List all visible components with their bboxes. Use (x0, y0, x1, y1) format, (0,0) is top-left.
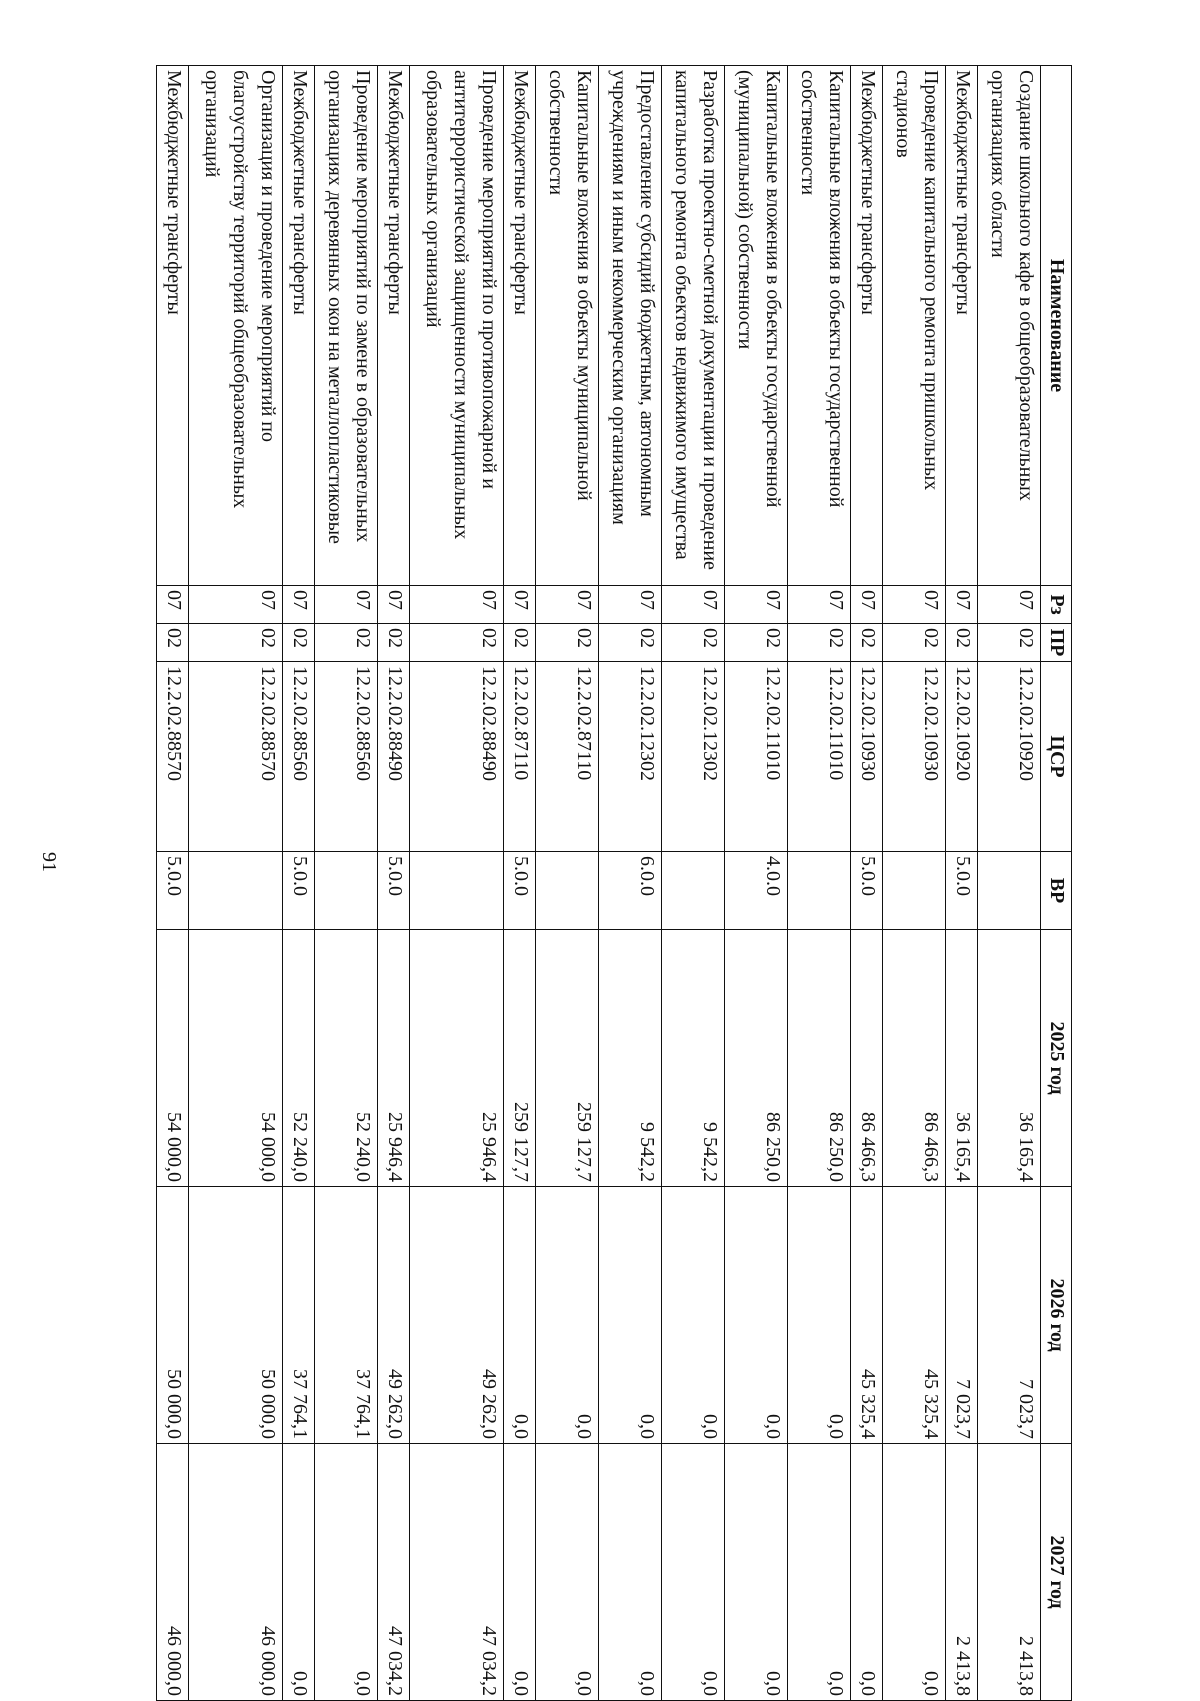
cell-rz: 07 (978, 586, 1041, 624)
cell-2026: 49 262,0 (378, 1187, 410, 1444)
cell-2026: 0,0 (725, 1187, 788, 1444)
cell-csr: 12.2.02.88560 (283, 662, 315, 852)
cell-pr: 02 (410, 624, 504, 662)
cell-2027: 0,0 (787, 1444, 850, 1701)
cell-pr: 02 (315, 624, 378, 662)
cell-csr: 12.2.02.88570 (157, 662, 189, 852)
cell-pr: 02 (599, 624, 662, 662)
cell-rz: 07 (787, 586, 850, 624)
cell-vr: 6.0.0 (599, 852, 662, 930)
cell-2026: 0,0 (504, 1187, 536, 1444)
cell-name: Капитальные вложения в объекты государственной собственности (787, 66, 850, 586)
table-body (157, 66, 1041, 1701)
cell-name: Проведение капитального ремонта пришкольных стадионов (883, 66, 946, 586)
cell-rz: 07 (599, 586, 662, 624)
cell-2026: 49 262,0 (410, 1187, 504, 1444)
cell-2025: 86 466,3 (850, 930, 882, 1187)
cell-2025: 9 542,2 (599, 930, 662, 1187)
cell-csr: 12.2.02.11010 (787, 662, 850, 852)
cell-csr: 12.2.02.10920 (945, 662, 977, 852)
cell-rz: 07 (315, 586, 378, 624)
cell-2025: 25 946,4 (410, 930, 504, 1187)
budget-table (156, 65, 1072, 1701)
cell-2027: 0,0 (662, 1444, 725, 1701)
header-rz: Рз (1041, 586, 1072, 624)
cell-2026: 45 325,4 (850, 1187, 882, 1444)
cell-2026: 0,0 (599, 1187, 662, 1444)
cell-2025: 86 250,0 (725, 930, 788, 1187)
header-pr: ПР (1041, 624, 1072, 662)
cell-2026: 37 764,1 (315, 1187, 378, 1444)
table-row (410, 66, 504, 1701)
cell-vr (883, 852, 946, 930)
cell-pr: 02 (504, 624, 536, 662)
table-row (883, 66, 946, 1701)
cell-name: Капитальные вложения в объекты муниципальной собственности (536, 66, 599, 586)
cell-pr: 02 (978, 624, 1041, 662)
cell-name: Межбюджетные трансферты (945, 66, 977, 586)
cell-rz: 07 (504, 586, 536, 624)
header-2025: 2025 год (1041, 930, 1072, 1187)
cell-csr: 12.2.02.10930 (850, 662, 882, 852)
cell-vr: 5.0.0 (378, 852, 410, 930)
cell-name: Проведение мероприятий по замене в образовательных организациях деревянных окон на металлопластиковые (315, 66, 378, 586)
cell-vr: 5.0.0 (283, 852, 315, 930)
cell-2027: 2 413,8 (945, 1444, 977, 1701)
cell-2025: 25 946,4 (378, 930, 410, 1187)
cell-rz: 07 (189, 586, 283, 624)
cell-vr: 5.0.0 (157, 852, 189, 930)
table-row (504, 66, 536, 1701)
cell-2027: 47 034,2 (410, 1444, 504, 1701)
cell-name: Организация и проведение мероприятий по благоустройству территорий общеобразовательных организаций (189, 66, 283, 586)
cell-2026: 0,0 (662, 1187, 725, 1444)
cell-vr: 4.0.0 (725, 852, 788, 930)
cell-vr (410, 852, 504, 930)
cell-2026: 50 000,0 (189, 1187, 283, 1444)
header-name: Наименование (1041, 66, 1072, 586)
table-row (978, 66, 1041, 1701)
cell-csr: 12.2.02.11010 (725, 662, 788, 852)
table-header-row (1041, 66, 1072, 1701)
table-row (787, 66, 850, 1701)
cell-2027: 46 000,0 (189, 1444, 283, 1701)
cell-vr: 5.0.0 (945, 852, 977, 930)
cell-name: Создание школьного кафе в общеобразовательных организациях области (978, 66, 1041, 586)
cell-csr: 12.2.02.10920 (978, 662, 1041, 852)
cell-2027: 0,0 (315, 1444, 378, 1701)
cell-pr: 02 (662, 624, 725, 662)
cell-csr: 12.2.02.88490 (410, 662, 504, 852)
cell-rz: 07 (945, 586, 977, 624)
cell-rz: 07 (157, 586, 189, 624)
table-row (157, 66, 189, 1701)
cell-2027: 0,0 (883, 1444, 946, 1701)
cell-2025: 36 165,4 (945, 930, 977, 1187)
table-row (725, 66, 788, 1701)
cell-vr: 5.0.0 (850, 852, 882, 930)
cell-2027: 0,0 (725, 1444, 788, 1701)
rotated-table-container (156, 65, 1072, 1696)
cell-2026: 0,0 (536, 1187, 599, 1444)
cell-pr: 02 (536, 624, 599, 662)
cell-csr: 12.2.02.88560 (315, 662, 378, 852)
cell-2026: 50 000,0 (157, 1187, 189, 1444)
cell-rz: 07 (283, 586, 315, 624)
cell-vr: 5.0.0 (504, 852, 536, 930)
header-vr: ВР (1041, 852, 1072, 930)
cell-pr: 02 (283, 624, 315, 662)
cell-2026: 7 023,7 (978, 1187, 1041, 1444)
cell-2027: 0,0 (504, 1444, 536, 1701)
cell-vr (189, 852, 283, 930)
cell-2027: 0,0 (850, 1444, 882, 1701)
page-number: 91 (38, 852, 60, 872)
table-row (378, 66, 410, 1701)
cell-pr: 02 (787, 624, 850, 662)
table-row (850, 66, 882, 1701)
cell-rz: 07 (883, 586, 946, 624)
cell-csr: 12.2.02.12302 (599, 662, 662, 852)
cell-2027: 0,0 (599, 1444, 662, 1701)
cell-rz: 07 (536, 586, 599, 624)
cell-pr: 02 (378, 624, 410, 662)
cell-vr (662, 852, 725, 930)
cell-rz: 07 (662, 586, 725, 624)
table-row (189, 66, 283, 1701)
table-row (283, 66, 315, 1701)
table-row (945, 66, 977, 1701)
cell-pr: 02 (850, 624, 882, 662)
cell-2025: 36 165,4 (978, 930, 1041, 1187)
cell-csr: 12.2.02.87110 (504, 662, 536, 852)
cell-2025: 52 240,0 (283, 930, 315, 1187)
cell-vr (536, 852, 599, 930)
cell-csr: 12.2.02.88570 (189, 662, 283, 852)
header-2026: 2026 год (1041, 1187, 1072, 1444)
header-2027: 2027 год (1041, 1444, 1072, 1701)
cell-2025: 54 000,0 (157, 930, 189, 1187)
table-row (662, 66, 725, 1701)
cell-csr: 12.2.02.10930 (883, 662, 946, 852)
cell-2026: 37 764,1 (283, 1187, 315, 1444)
cell-pr: 02 (945, 624, 977, 662)
cell-2026: 0,0 (787, 1187, 850, 1444)
cell-rz: 07 (850, 586, 882, 624)
cell-rz: 07 (725, 586, 788, 624)
cell-name: Проведение мероприятий по противопожарной и антитеррористической защищенности муниципальных образовательных организаций (410, 66, 504, 586)
cell-2025: 259 127,7 (536, 930, 599, 1187)
cell-name: Предоставление субсидий бюджетным, автономным учреждениям и иным некоммерческим организациям (599, 66, 662, 586)
table-row (599, 66, 662, 1701)
cell-rz: 07 (410, 586, 504, 624)
cell-rz: 07 (378, 586, 410, 624)
header-csr: ЦСР (1041, 662, 1072, 852)
cell-name: Межбюджетные трансферты (157, 66, 189, 586)
cell-2027: 46 000,0 (157, 1444, 189, 1701)
cell-2027: 2 413,8 (978, 1444, 1041, 1701)
cell-2026: 45 325,4 (883, 1187, 946, 1444)
cell-pr: 02 (725, 624, 788, 662)
cell-2025: 86 466,3 (883, 930, 946, 1187)
cell-2027: 47 034,2 (378, 1444, 410, 1701)
cell-pr: 02 (157, 624, 189, 662)
table-row (315, 66, 378, 1701)
cell-vr (315, 852, 378, 930)
cell-pr: 02 (189, 624, 283, 662)
cell-2025: 52 240,0 (315, 930, 378, 1187)
cell-name: Межбюджетные трансферты (850, 66, 882, 586)
cell-2027: 0,0 (283, 1444, 315, 1701)
table-row (536, 66, 599, 1701)
cell-2025: 54 000,0 (189, 930, 283, 1187)
cell-csr: 12.2.02.87110 (536, 662, 599, 852)
cell-2026: 7 023,7 (945, 1187, 977, 1444)
cell-name: Межбюджетные трансферты (504, 66, 536, 586)
cell-pr: 02 (883, 624, 946, 662)
cell-2025: 86 250,0 (787, 930, 850, 1187)
cell-name: Разработка проектно-сметной документации и проведение капитального ремонта объектов недвижимого имущества (662, 66, 725, 586)
cell-name: Межбюджетные трансферты (283, 66, 315, 586)
cell-name: Межбюджетные трансферты (378, 66, 410, 586)
cell-name: Капитальные вложения в объекты государственной (муниципальной) собственности (725, 66, 788, 586)
cell-csr: 12.2.02.12302 (662, 662, 725, 852)
cell-2025: 9 542,2 (662, 930, 725, 1187)
cell-vr (787, 852, 850, 930)
cell-csr: 12.2.02.88490 (378, 662, 410, 852)
cell-vr (978, 852, 1041, 930)
cell-2025: 259 127,7 (504, 930, 536, 1187)
cell-2027: 0,0 (536, 1444, 599, 1701)
